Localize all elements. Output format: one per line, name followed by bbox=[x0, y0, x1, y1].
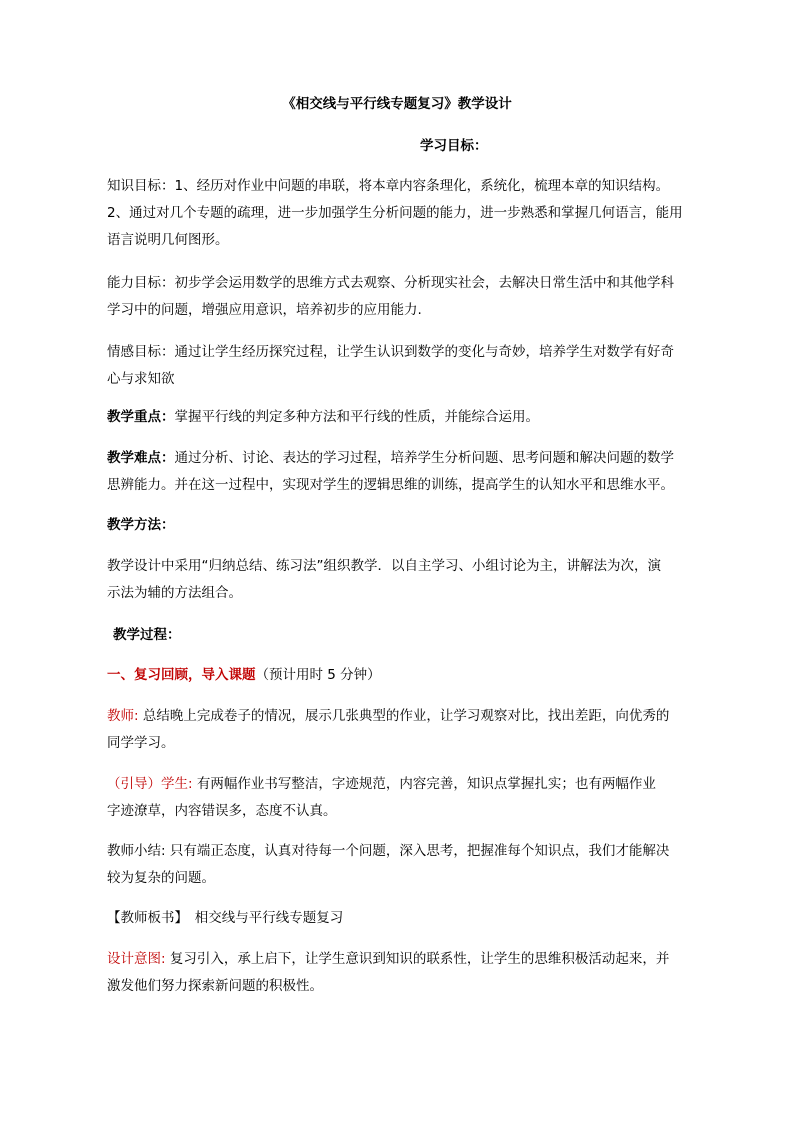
teaching-method-label: 教学方法： bbox=[107, 517, 175, 533]
board-text: 相交线与平行线专题复习 bbox=[181, 910, 344, 926]
teaching-difficulty-paragraph bbox=[107, 445, 689, 499]
teacher-line-2: 同学学习。 bbox=[107, 735, 175, 751]
teacher-summary-line-1: 教师小结: 只有端正态度，认真对待每一个问题，深入思考，把握准每个知识点，我们才能解决 bbox=[107, 843, 670, 859]
ability-goal-line-2: 学习中的问题，增强应用意识，培养初步的应用能力. bbox=[107, 302, 422, 318]
emotion-goal-line-2: 心与求知欲 bbox=[107, 371, 175, 387]
emotion-goal-paragraph bbox=[107, 339, 689, 393]
section-1-title: 一、复习回顾，导入课题 bbox=[107, 667, 256, 683]
teaching-difficulty-line-1: 通过分析、讨论、表达的学习过程，培养学生分析问题、思考问题和解决问题的数学 bbox=[174, 450, 674, 466]
knowledge-goal-line-1: 知识目标：1、经历对作业中问题的串联，将本章内容条理化，系统化，梳理本章的知识结构。 bbox=[107, 178, 670, 194]
board-paragraph bbox=[107, 905, 689, 932]
teacher-summary-line-2: 较为复杂的问题。 bbox=[107, 870, 215, 886]
board-label: 【教师板书】 bbox=[107, 910, 182, 926]
teaching-key-paragraph bbox=[107, 404, 689, 431]
teacher-line-1: 总结晚上完成卷子的情况，展示几张典型的作业，让学习观察对比，找出差距，向优秀的 bbox=[138, 708, 670, 724]
section-1-time: （预计用时 5 分钟） bbox=[255, 667, 381, 683]
student-line-1: 有两幅作业书写整洁，字迹规范，内容完善，知识点掌握扎实；也有两幅作业 bbox=[192, 776, 656, 792]
student-label: （引导）学生: bbox=[107, 776, 193, 792]
teaching-process-label: 教学过程： bbox=[113, 627, 181, 643]
teaching-method-line-2: 示法为辅的方法组合。 bbox=[107, 585, 242, 601]
emotion-goal-line-1: 情感目标：通过让学生经历探究过程，让学生认识到数学的变化与奇妙，培养学生对数学有好奇 bbox=[107, 344, 674, 360]
knowledge-goal-paragraph bbox=[107, 173, 689, 254]
teacher-paragraph bbox=[107, 703, 689, 757]
design-intent-line-1: 复习引入，承上启下，让学生意识到知识的联系性，让学生的思维积极活动起来，并 bbox=[165, 951, 670, 967]
ability-goal-paragraph bbox=[107, 270, 689, 324]
ability-goal-line-1: 能力目标：初步学会运用数学的思维方式去观察、分析现实社会，去解决日常生活中和其他学科 bbox=[107, 275, 674, 291]
student-line-2: 字迹潦草，内容错误多，态度不认真。 bbox=[107, 803, 337, 819]
section-1-heading-paragraph bbox=[107, 662, 689, 689]
teaching-difficulty-label: 教学难点： bbox=[107, 450, 175, 466]
teacher-label: 教师: bbox=[107, 708, 139, 724]
student-paragraph bbox=[107, 771, 689, 825]
teacher-summary-paragraph bbox=[107, 838, 689, 892]
teaching-difficulty-line-2: 思辨能力。并在这一过程中，实现对学生的逻辑思维的训练，提高学生的认知水平和思维水平。 bbox=[107, 477, 674, 493]
document-title: 《相交线与平行线专题复习》教学设计 bbox=[282, 96, 512, 112]
design-intent-line-2: 激发他们努力探索新问题的积极性。 bbox=[107, 978, 323, 994]
knowledge-goal-line-3: 语言说明几何图形。 bbox=[107, 232, 229, 248]
teaching-method-heading-paragraph bbox=[107, 512, 689, 539]
teaching-key-text: 掌握平行线的判定多种方法和平行线的性质，并能综合运用。 bbox=[174, 409, 539, 425]
design-intent-label: 设计意图: bbox=[107, 951, 166, 967]
teaching-process-heading-paragraph bbox=[113, 622, 695, 649]
teaching-method-paragraph bbox=[107, 553, 689, 607]
teaching-key-label: 教学重点： bbox=[107, 409, 175, 425]
knowledge-goal-line-2: 2、通过对几个专题的疏理，进一步加强学生分析问题的能力，进一步熟悉和掌握几何语言，能用 bbox=[107, 205, 683, 221]
teaching-method-line-1: 教学设计中采用“归纳总结、练习法”组织教学．以自主学习、小组讨论为主，讲解法为次，演 bbox=[107, 558, 661, 574]
learning-goals-heading: 学习目标： bbox=[420, 138, 488, 154]
design-intent-paragraph bbox=[107, 946, 689, 1000]
